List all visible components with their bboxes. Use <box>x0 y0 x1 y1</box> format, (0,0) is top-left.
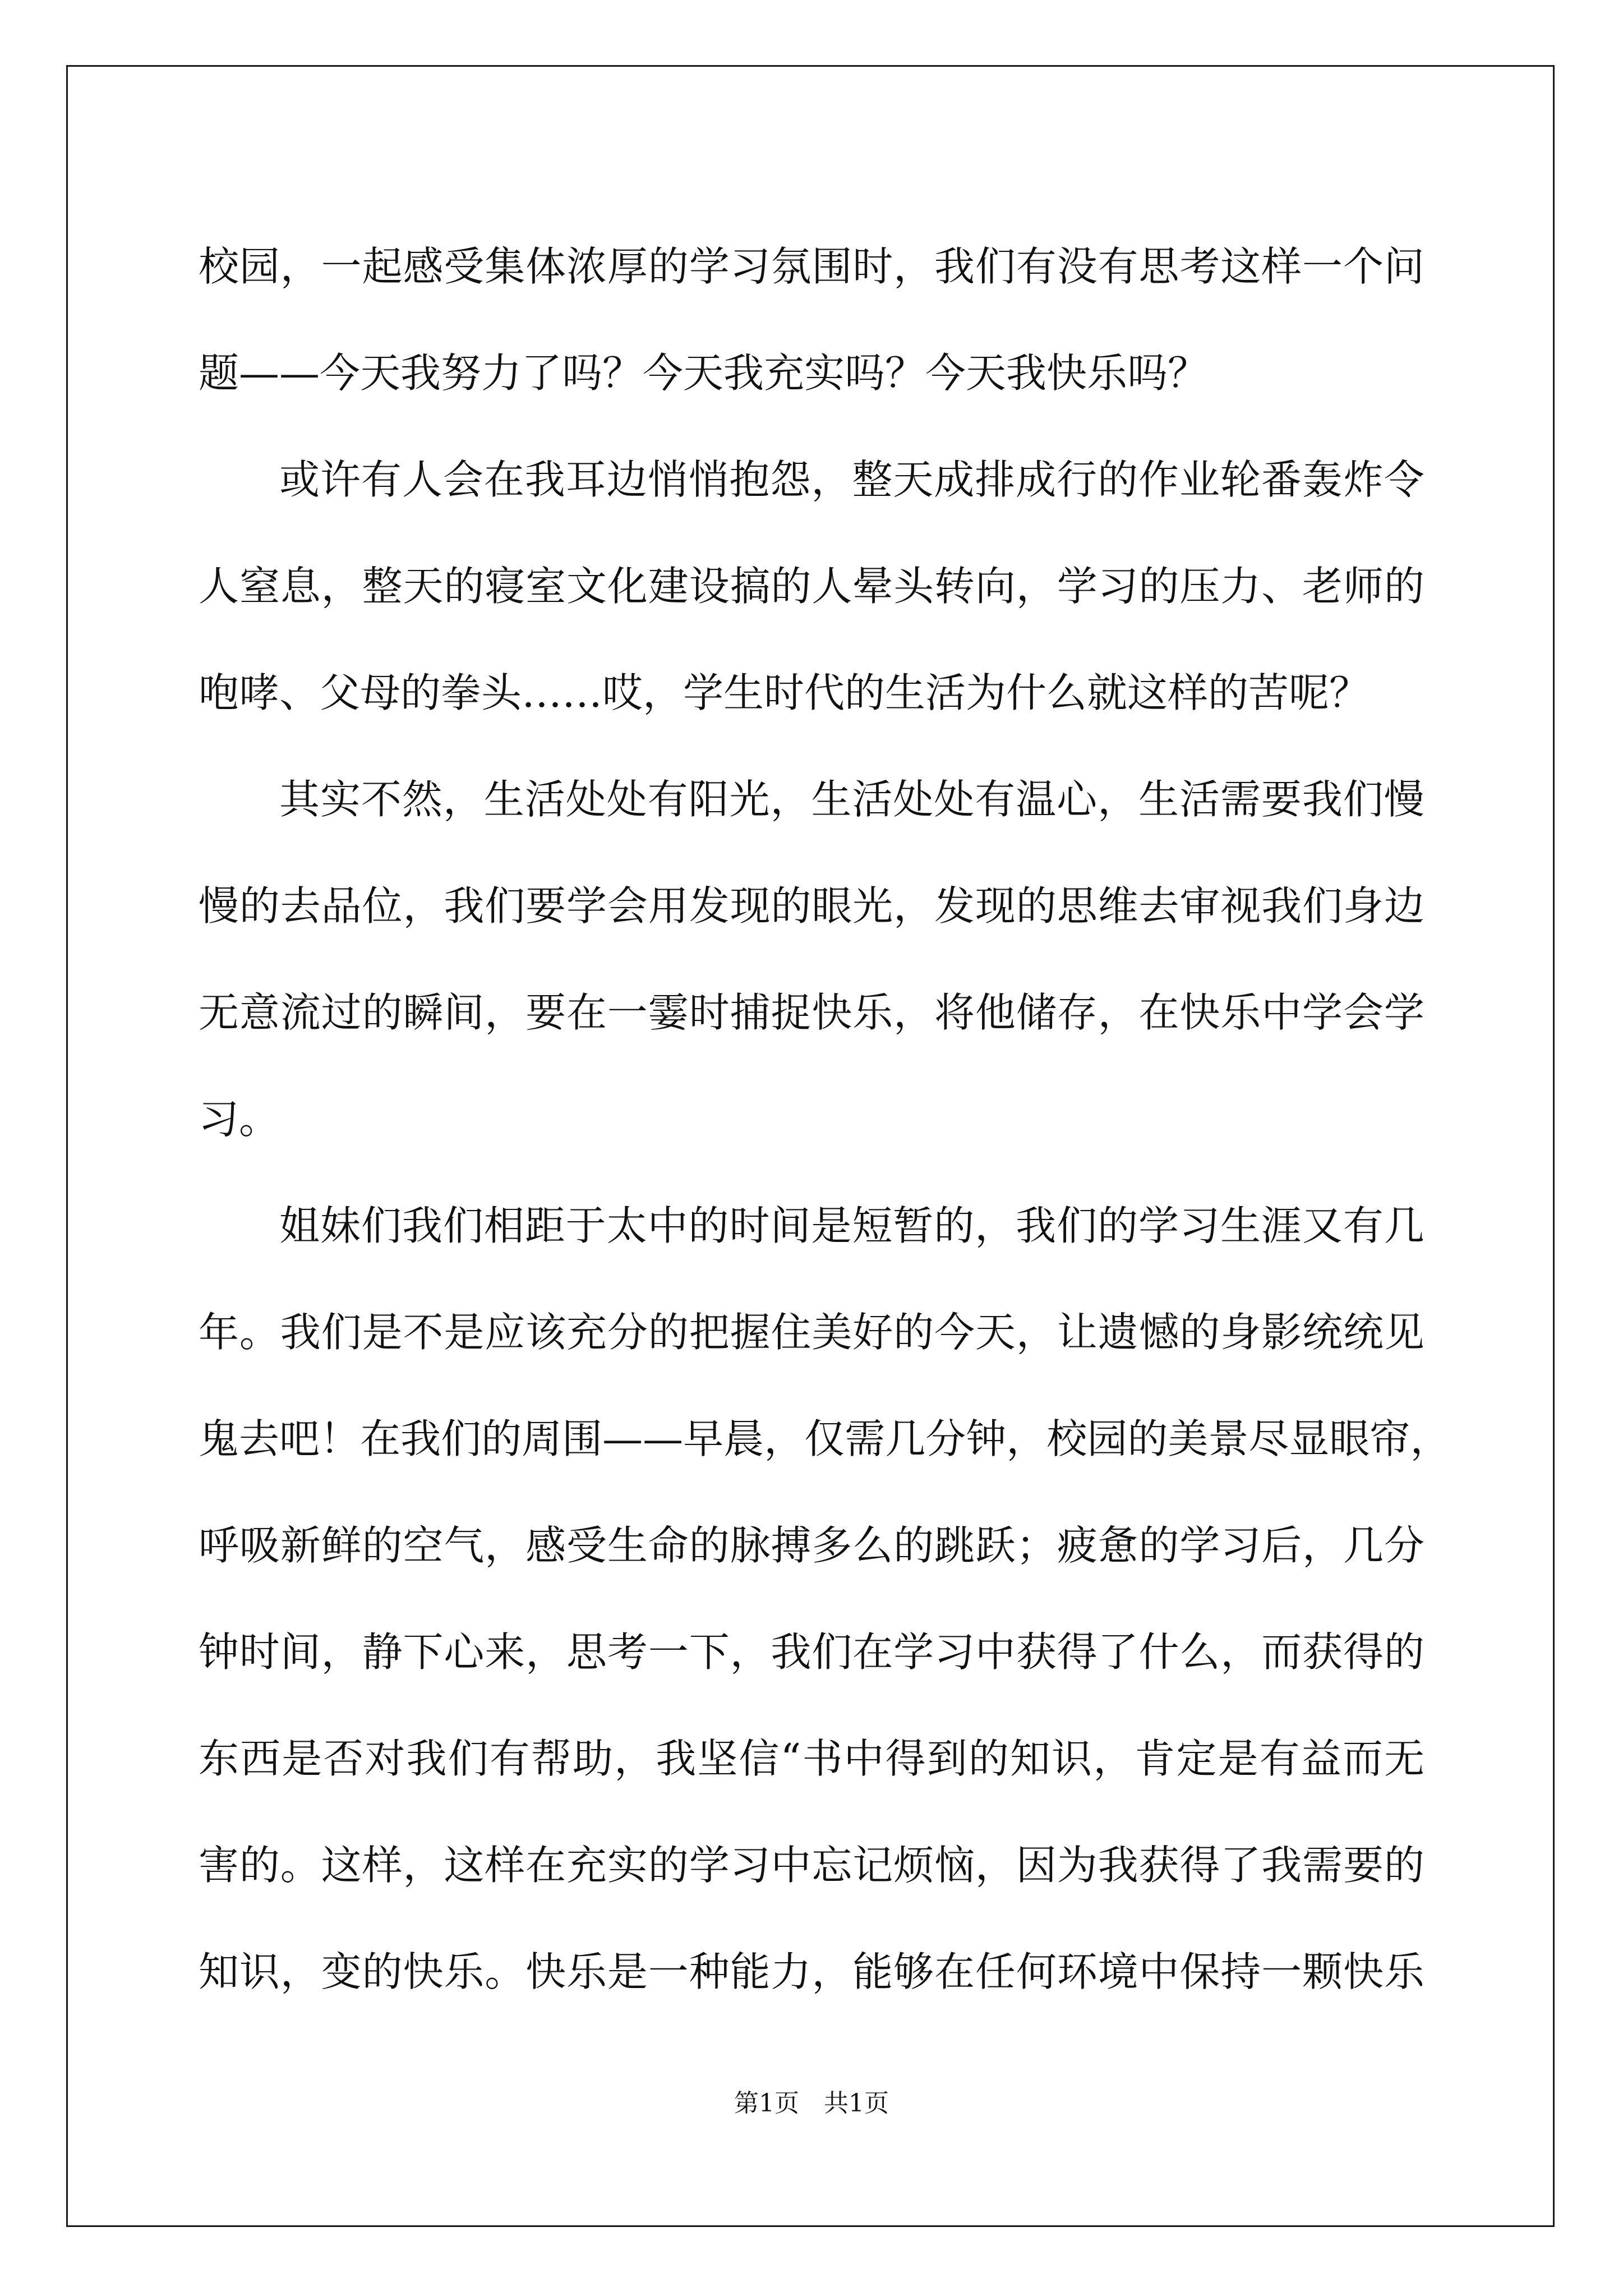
text-line: 无 意 流 过 的 瞬 间 ， 要 在 一 霎 时 捕 捉 快 乐 ， 将 他 储 存 ， 在 快 乐 中 学 会 学 <box>199 989 1424 1036</box>
page-number: 第1页 <box>734 2089 799 2118</box>
text-line: 校 园 ， 一 起 感 受 集 体 浓 厚 的 学 习 氛 围 时 ， 我 们 有 没 有 思 考 这 样 一 个 问 <box>199 243 1424 290</box>
text-line: 钟 时 间 ， 静 下 心 来 ， 思 考 一 下 ， 我 们 在 学 习 中 获 得 了 什 么 ， 而 获 得 的 <box>199 1628 1424 1676</box>
document-body <box>199 213 1451 2025</box>
text-line: 或 许 有 人 会 在 我 耳 边 悄 悄 抱 怨 ， 整 天 成 排 成 行 的 作 业 轮 番 轰 炸 令 <box>279 456 1424 503</box>
text-line: 害 的 。 这 样 ， 这 样 在 充 实 的 学 习 中 忘 记 烦 恼 ， 因 为 我 获 得 了 我 需 要 的 <box>199 1842 1424 1889</box>
text-line: 慢 的 去 品 位 ， 我 们 要 学 会 用 发 现 的 眼 光 ， 发 现 的 思 维 去 审 视 我 们 身 边 <box>199 882 1424 930</box>
text-line: 鬼 去 吧 ！ 在 我 们 的 周 围 — — 早 晨 ， 仅 需 几 分 钟 ， 校 园 的 美 景 尽 显 眼 帘 ， <box>199 1415 1451 1462</box>
text-line: 题——今天我努力了吗？今天我充实吗？今天我快乐吗？ <box>199 349 1209 397</box>
page-footer <box>0 2087 1623 2120</box>
text-line: 知 识 ， 变 的 快 乐 。 快 乐 是 一 种 能 力 ， 能 够 在 任 何 环 境 中 保 持 一 颗 快 乐 <box>199 1948 1424 1995</box>
text-line: 东 西 是 否 对 我 们 有 帮 助 ， 我 坚 信 “ 书 中 得 到 的 知 识 ， 肯 定 是 有 益 而 无 <box>199 1735 1424 1782</box>
text-line: 其 实 不 然 ， 生 活 处 处 有 阳 光 ， 生 活 处 处 有 温 心 ， 生 活 需 要 我 们 慢 <box>279 776 1424 823</box>
page-total: 共1页 <box>824 2089 889 2118</box>
text-line: 人 窒 息 ， 整 天 的 寝 室 文 化 建 设 搞 的 人 晕 头 转 向 ， 学 习 的 压 力 、 老 师 的 <box>199 563 1424 610</box>
text-line: 咆哮、父母的拳头……哎，学生时代的生活为什么就这样的苦呢？ <box>199 669 1370 716</box>
text-line: 习。 <box>199 1096 280 1143</box>
text-line: 年 。 我 们 是 不 是 应 该 充 分 的 把 握 住 美 好 的 今 天 ， 让 遗 憾 的 身 影 统 统 见 <box>199 1309 1424 1356</box>
text-line: 呼 吸 新 鲜 的 空 气 ， 感 受 生 命 的 脉 搏 多 么 的 跳 跃 ； 疲 惫 的 学 习 后 ， 几 分 <box>199 1522 1424 1569</box>
text-line: 姐 妹 们 我 们 相 距 于 太 中 的 时 间 是 短 暂 的 ， 我 们 的 学 习 生 涯 又 有 几 <box>279 1202 1424 1249</box>
